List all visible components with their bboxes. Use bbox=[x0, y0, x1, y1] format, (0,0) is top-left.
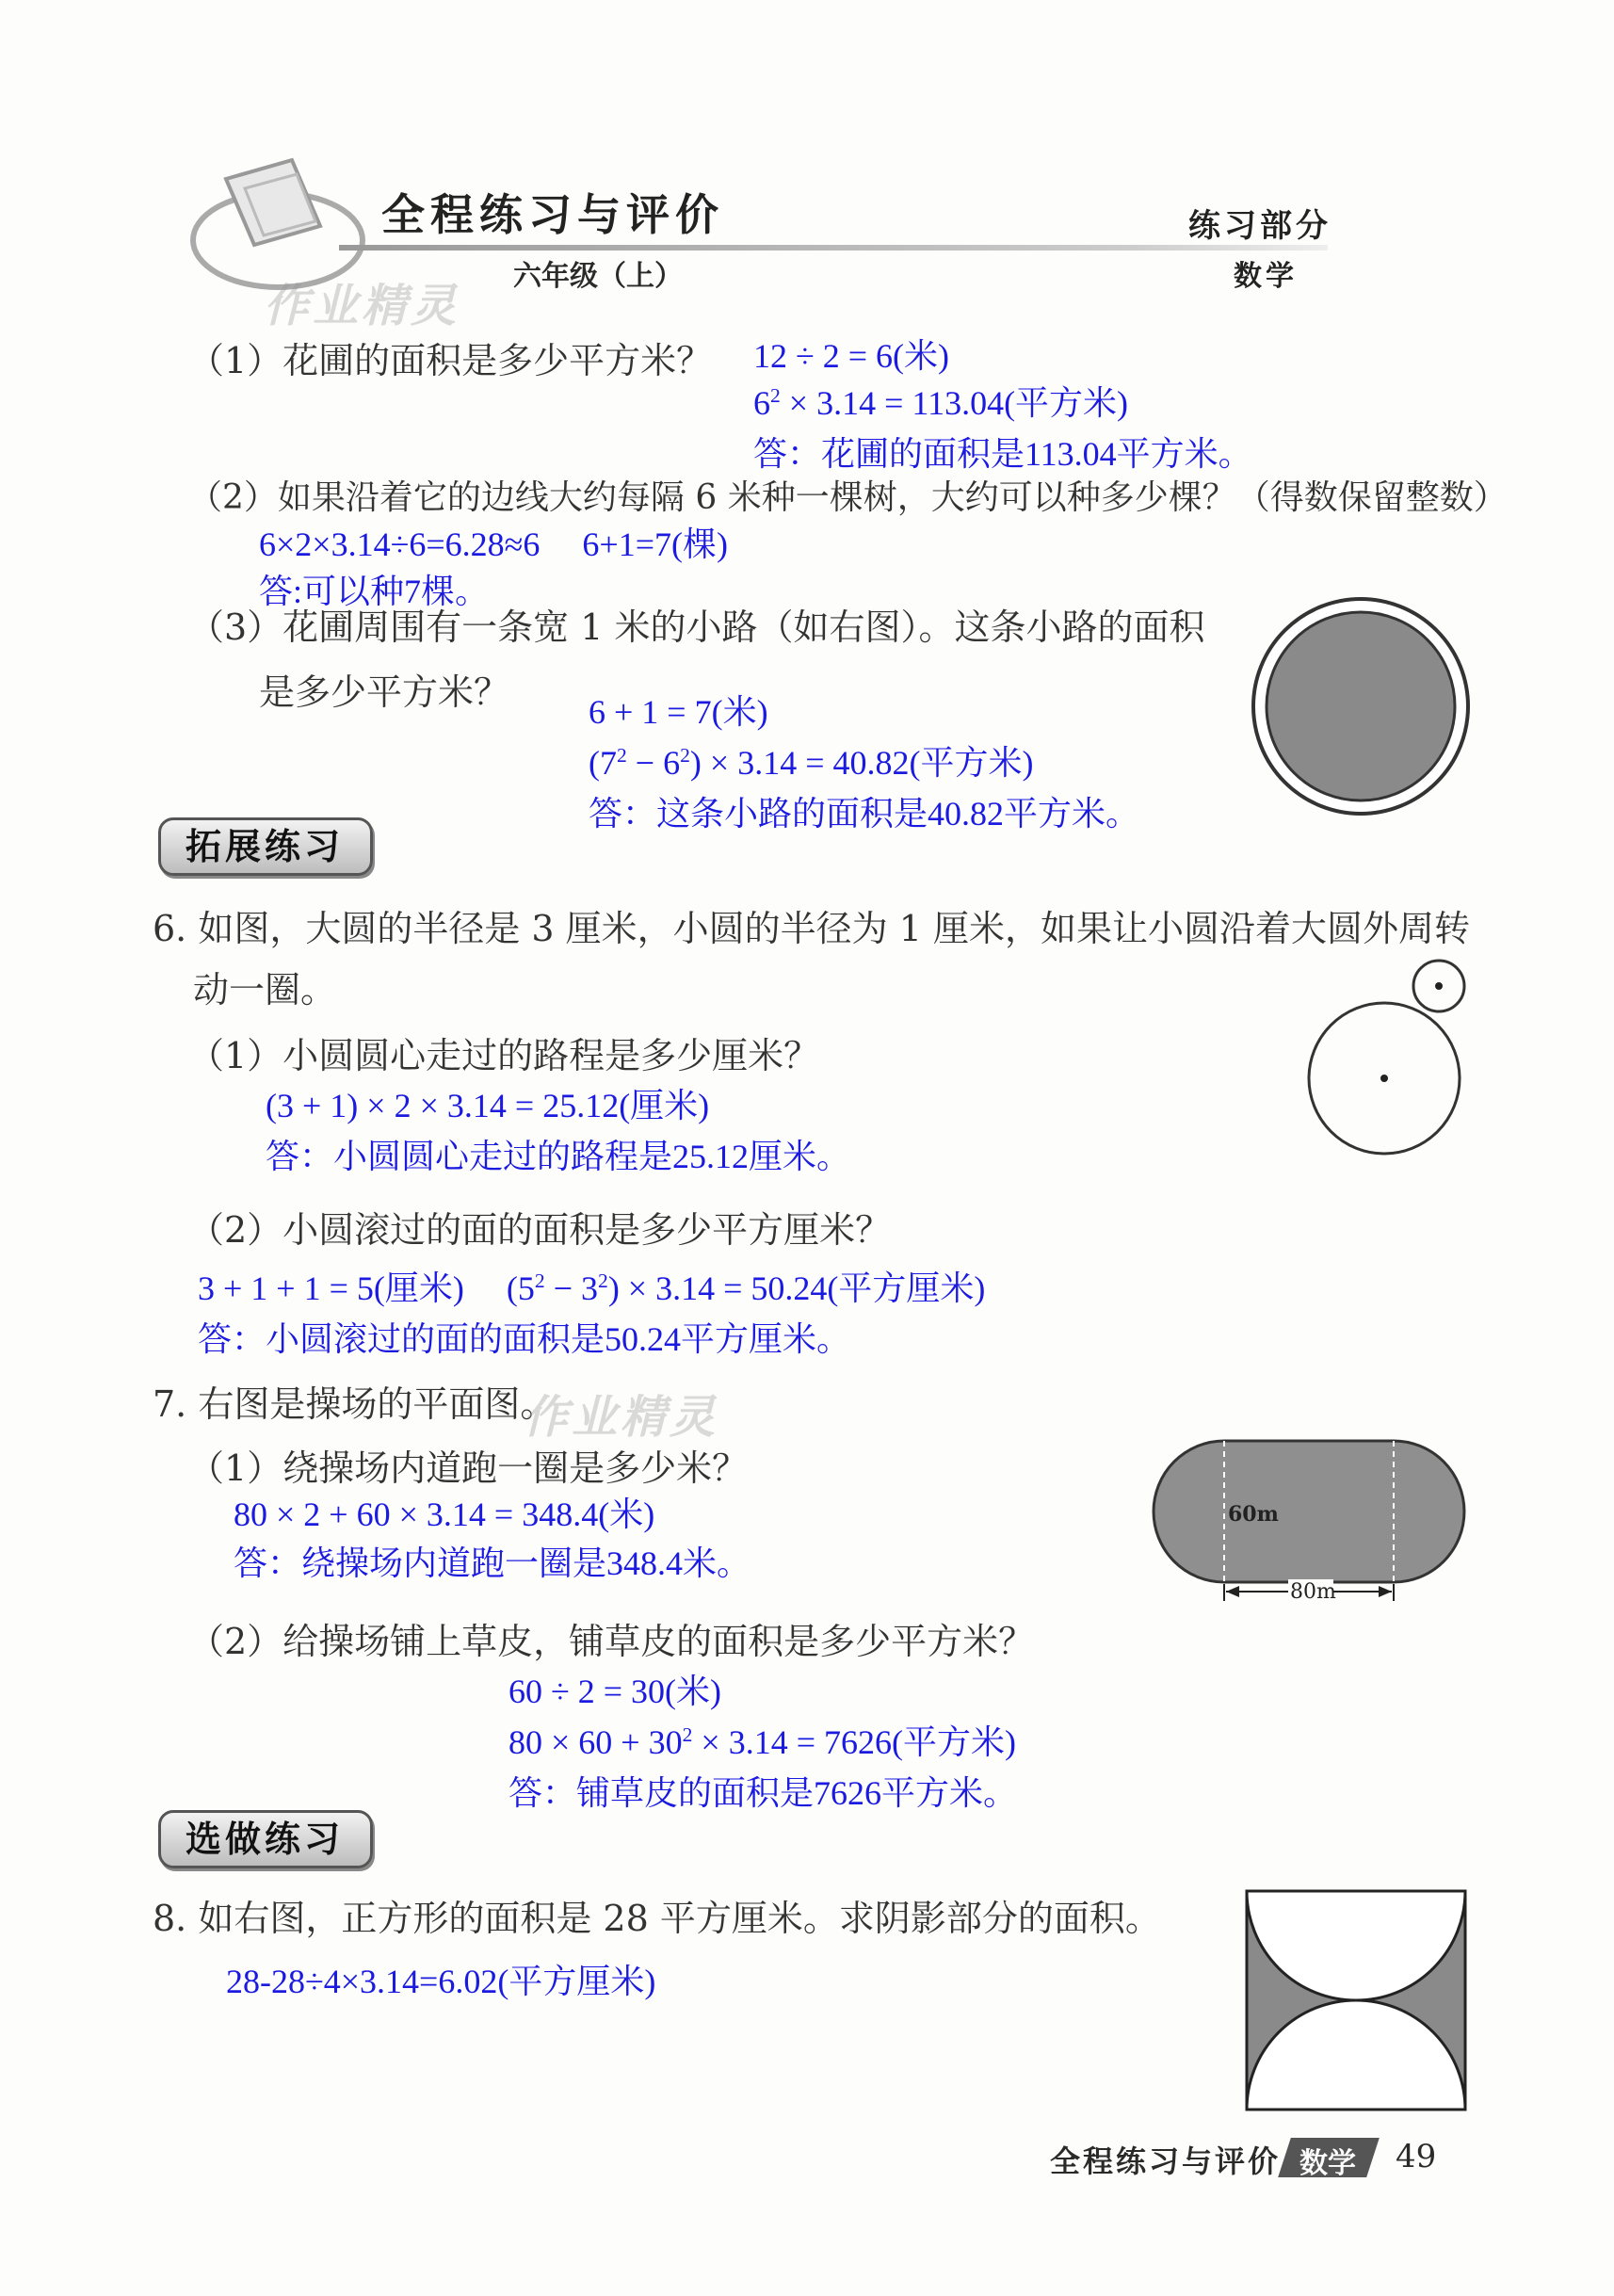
q6-p1-answer-2: 答：小圆圆心走过的路程是25.12厘米。 bbox=[266, 1138, 851, 1175]
section-optional: 选做练习 bbox=[158, 1810, 373, 1868]
dimension-arrow-left bbox=[1226, 1586, 1239, 1597]
q6-p1-question: （1）小圆圆心走过的路程是多少厘米？ bbox=[188, 1035, 820, 1076]
section-extension: 拓展练习 bbox=[158, 817, 373, 876]
q5-p1-answer-3: 答：花圃的面积是113.04平方米。 bbox=[753, 435, 1252, 473]
q6-p2-answer-1: 3 + 1 + 1 = 5(厘米) $(5^2 - 3^2) \times 3.14 = 50.24$(平方厘米) bbox=[198, 1269, 986, 1307]
square-semicircle-figure bbox=[1243, 1887, 1469, 2113]
footer-title: 全程练习与评价 bbox=[1050, 2143, 1282, 2179]
header-rule bbox=[339, 245, 1328, 251]
q5-p1-question: （1）花圃的面积是多少平方米？ bbox=[188, 340, 713, 381]
q8-answer-1: 28-28÷4×3.14=6.02(平方厘米) bbox=[226, 1963, 656, 2000]
q7-p1-answer-2: 答：绕操场内道跑一圈是348.4米。 bbox=[234, 1544, 751, 1582]
dimension-arrow-right bbox=[1379, 1586, 1392, 1597]
page-number: 49 bbox=[1396, 2138, 1437, 2175]
q5-p3-answer-2: $(7^2 - 6^2) \times 3.14 = 40.82$(平方米) bbox=[589, 744, 1034, 782]
q5-p3-question-line1: （3）花圃周围有一条宽 1 米的小路（如右图）。这条小路的面积 bbox=[188, 606, 1205, 648]
q7-p2-answer-3: 答：铺草皮的面积是7626平方米。 bbox=[508, 1774, 1018, 1812]
watermark: 作业精灵 bbox=[264, 280, 460, 332]
garden-inner-circle bbox=[1267, 612, 1455, 800]
label-60m: 60m bbox=[1228, 1502, 1279, 1527]
q5-p3-answer-3: 答：这条小路的面积是40.82平方米。 bbox=[589, 795, 1140, 833]
playground-track-shape bbox=[1154, 1441, 1464, 1582]
q7-p2-answer-1: 60 ÷ 2 = 30(米) bbox=[508, 1673, 722, 1710]
watermark-2: 作业精灵 bbox=[523, 1391, 719, 1444]
q6-p2-question: （2）小圆滚过的面的面积是多少平方厘米？ bbox=[188, 1209, 892, 1251]
garden-path-figure bbox=[1248, 593, 1474, 819]
q7-p1-question: （1）绕操场内道跑一圈是多少米？ bbox=[188, 1447, 749, 1489]
q5-p2-question: （2）如果沿着它的边线大约每隔 6 米种一棵树，大约可以种多少棵？（得数保留整数） bbox=[188, 478, 1508, 517]
q5-p1-answer-1: 12 ÷ 2 = 6(米) bbox=[753, 337, 950, 375]
q6-stem-line2: 动一圈。 bbox=[193, 969, 337, 1011]
q7-p2-question: （2）给操场铺上草皮，铺草皮的面积是多少平方米？ bbox=[188, 1621, 1035, 1662]
small-circle-center bbox=[1435, 982, 1443, 990]
q5-p1-answer-2: $6^2 \times 3.14 = 113.04$(平方米) bbox=[753, 384, 1129, 422]
q5-p2-answer-1: 6×2×3.14÷6=6.28≈6 6+1=7(棵) bbox=[259, 525, 729, 563]
rolling-circle-figure bbox=[1304, 956, 1478, 1158]
header-title: 全程练习与评价 bbox=[381, 189, 724, 240]
header-subject: 数学 bbox=[1234, 260, 1298, 293]
q8-stem: 8. 如右图，正方形的面积是 28 平方厘米。求阴影部分的面积。 bbox=[153, 1898, 1161, 1939]
header-grade: 六年级（上） bbox=[513, 260, 683, 293]
header-section: 练习部分 bbox=[1188, 207, 1332, 245]
playground-figure bbox=[1149, 1436, 1469, 1606]
footer-subject: 数学 bbox=[1299, 2147, 1356, 2180]
big-circle-center bbox=[1380, 1075, 1388, 1082]
q7-p1-answer-1: 80 × 2 + 60 × 3.14 = 348.4(米) bbox=[234, 1496, 655, 1533]
q6-p1-answer-1: (3 + 1) × 2 × 3.14 = 25.12(厘米) bbox=[266, 1087, 710, 1124]
q5-p2-answer-2: 答:可以种7棵。 bbox=[259, 573, 490, 610]
label-80m: 80m bbox=[1290, 1580, 1336, 1604]
q6-p2-answer-2: 答：小圆滚过的面的面积是50.24平方厘米。 bbox=[198, 1320, 851, 1358]
q5-p3-question-line2: 是多少平方米？ bbox=[259, 671, 510, 713]
q7-stem: 7. 右图是操场的平面图。 bbox=[153, 1383, 557, 1425]
q7-p2-answer-2: $80 \times 60 + 30^2 \times 3.14 = 7626$(平方米) bbox=[508, 1723, 1016, 1761]
q5-p3-answer-1: 6 + 1 = 7(米) bbox=[589, 693, 768, 731]
q6-stem-line1: 6. 如图，大圆的半径是 3 厘米，小圆的半径为 1 厘米，如果让小圆沿着大圆外周转 bbox=[153, 908, 1471, 949]
